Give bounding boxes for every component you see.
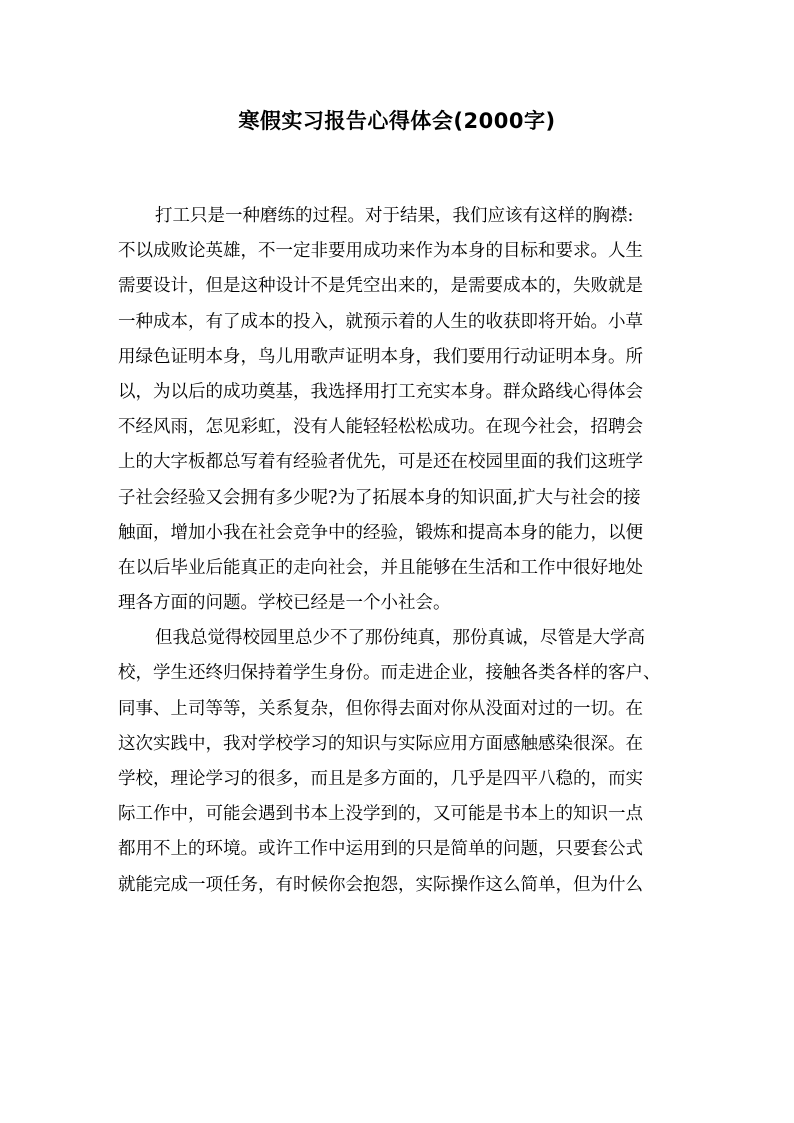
paragraph-1-line-6: 以，为以后的成功奠基，我选择用打工充实本身。群众路线心得体会 (118, 381, 643, 402)
paragraph-2-line-7: 都用不上的环境。或许工作中运用到的只是简单的问题，只要套公式 (118, 839, 643, 860)
paragraph-1-line-11: 在以后毕业后能真正的走向社会，并且能够在生活和工作中很好地处 (118, 557, 643, 578)
paragraph-2-line-2: 校，学生还终归保持着学生身份。而走进企业，接触各类各样的客户、 (118, 663, 661, 684)
paragraph-1-line-10: 触面，增加小我在社会竞争中的经验，锻炼和提高本身的能力，以便 (118, 522, 643, 543)
paragraph-2-line-4: 这次实践中，我对学校学习的知识与实际应用方面感触感染很深。在 (118, 733, 643, 754)
document-body (118, 199, 684, 903)
paragraph-1-line-12: 理各方面的问题。学校已经是一个小社会。 (118, 593, 451, 614)
paragraph-1-line-1: 打工只是一种磨练的过程。对于结果，我们应该有这样的胸襟: (155, 206, 634, 226)
paragraph-2-line-1: 但我总觉得校园里总少不了那份纯真，那份真诚，尽管是大学高 (155, 628, 645, 649)
paragraph-1-line-9: 子社会经验又会拥有多少呢?为了拓展本身的知识面,扩大与社会的接 (118, 487, 641, 508)
paragraph-1-line-3: 需要设计，但是这种设计不是凭空出来的，是需要成本的，失败就是 (118, 276, 643, 297)
paragraph-1-line-8: 上的大字板都总写着有经验者优先，可是还在校园里面的我们这班学 (118, 452, 643, 473)
paragraph-2-line-3: 同事、上司等等，关系复杂，但你得去面对你从没面对过的一切。在 (118, 698, 643, 719)
paragraph-2-line-8: 就能完成一项任务，有时候你会抱怨，实际操作这么简单，但为什么 (118, 874, 643, 895)
document-title: 寒假实习报告心得体会(2000字) (238, 109, 556, 133)
paragraph-1-line-4: 一种成本，有了成本的投入，就预示着的人生的收获即将开始。小草 (118, 311, 643, 332)
paragraph-1-line-7: 不经风雨，怎见彩虹，没有人能轻轻松松成功。在现今社会，招聘会 (118, 417, 643, 438)
paragraph-2-line-5: 学校，理论学习的很多，而且是多方面的，几乎是四平八稳的，而实 (118, 769, 643, 789)
paragraph-1-line-2: 不以成败论英雄，不一定非要用成功来作为本身的目标和要求。人生 (118, 241, 643, 262)
paragraph-1-line-5: 用绿色证明本身，鸟儿用歌声证明本身，我们要用行动证明本身。所 (118, 346, 643, 367)
paragraph-2-line-6: 际工作中，可能会遇到书本上没学到的，又可能是书本上的知识一点 (118, 804, 643, 825)
